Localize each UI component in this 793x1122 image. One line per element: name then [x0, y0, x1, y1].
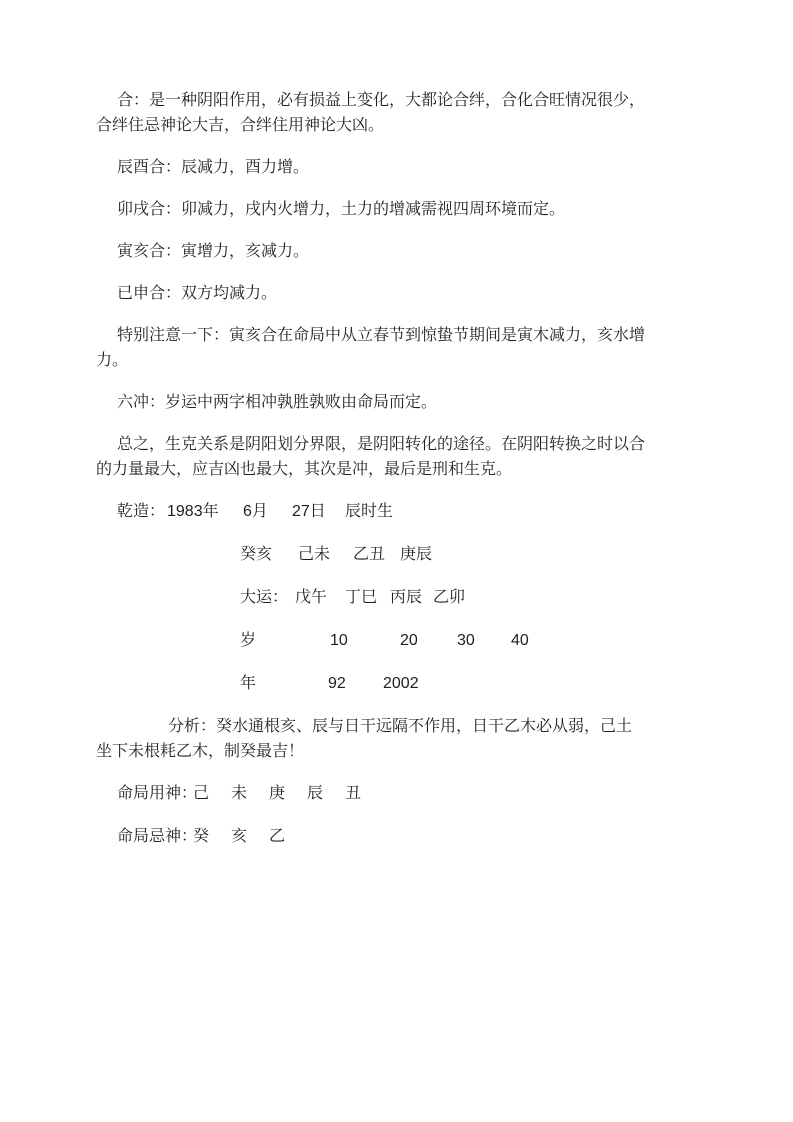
- paragraph-line: 合绊住忌神论大吉，合绊住用神论大凶。: [96, 117, 385, 134]
- paragraph-line: 分析：癸水通根亥、辰与日干远隔不作用，日干乙木必从弱，己土: [168, 718, 633, 735]
- year-value: 2002: [383, 675, 419, 692]
- paragraph-line: 寅亥合：寅增力，亥减力。: [117, 243, 310, 260]
- bazi-header-row: [96, 499, 697, 524]
- dayun-item: 乙卯: [433, 589, 466, 606]
- paragraph-line: 卯戌合：卯减力，戌内火增力，土力的增减需视四周环境而定。: [117, 201, 566, 218]
- paragraph-line: 辰酉合：辰减力，酉力增。: [117, 159, 310, 176]
- age-label: 岁: [240, 632, 257, 649]
- yongshen-char: 丑: [345, 785, 362, 802]
- bazi-birth-month: 6月: [243, 503, 268, 520]
- paragraph-sishen-he: [96, 281, 697, 306]
- pillar-day: 乙丑: [353, 546, 386, 563]
- year-value: 92: [328, 675, 346, 692]
- yongshen-char: 庚: [269, 785, 286, 802]
- paragraph-line: 总之，生克关系是阴阳划分界限，是阴阳转化的途径。在阴阳转换之时以合: [117, 436, 646, 453]
- bazi-dayun-row: [96, 585, 697, 610]
- paragraph-liuchong: [96, 390, 697, 415]
- bazi-age-row: [96, 628, 697, 653]
- paragraph-line: 六冲：岁运中两字相冲孰胜孰败由命局而定。: [117, 394, 438, 411]
- bazi-birth-day: 27日: [292, 503, 326, 520]
- bazi-pillars-row: [96, 542, 697, 567]
- paragraph-chenyou-he: [96, 155, 697, 180]
- age-value: 30: [457, 632, 475, 649]
- jishen-char: 亥: [231, 828, 248, 845]
- paragraph-line: 合：是一种阴阳作用，必有损益上变化，大都论合绊，合化合旺情况很少，: [117, 92, 646, 109]
- yongshen-char: 己: [193, 785, 210, 802]
- yongshen-char: 未: [231, 785, 248, 802]
- jishen-row: [96, 824, 697, 849]
- jishen-label: 命局忌神：: [117, 828, 198, 845]
- yongshen-row: [96, 781, 697, 806]
- age-value: 20: [400, 632, 418, 649]
- age-value: 10: [330, 632, 348, 649]
- pillar-hour: 庚辰: [400, 546, 433, 563]
- jishen-char: 乙: [269, 828, 286, 845]
- dayun-item: 戊午: [295, 589, 328, 606]
- bazi-year-row: [96, 671, 697, 696]
- pillar-month: 己未: [298, 546, 331, 563]
- paragraph-line: 特别注意一下：寅亥合在命局中从立春节到惊蛰节期间是寅木减力，亥水增: [117, 327, 646, 344]
- age-value: 40: [511, 632, 529, 649]
- bazi-birth-year: 1983年: [167, 503, 219, 520]
- jishen-char: 癸: [193, 828, 210, 845]
- yongshen-char: 辰: [307, 785, 324, 802]
- bazi-type-label: 乾造：: [117, 503, 166, 520]
- paragraph-line: 的力量最大，应吉凶也最大，其次是冲，最后是刑和生克。: [96, 461, 513, 478]
- paragraph-summary: [96, 432, 697, 482]
- paragraph-line: 已申合：双方均减力。: [117, 285, 278, 302]
- paragraph-he-intro: [96, 88, 697, 138]
- dayun-item: 丙辰: [390, 589, 423, 606]
- paragraph-special-note: [96, 323, 697, 373]
- paragraph-line: 坐下未根耗乙木，制癸最吉！: [96, 743, 305, 760]
- dayun-label: 大运：: [240, 589, 289, 606]
- yongshen-label: 命局用神：: [117, 785, 198, 802]
- dayun-item: 丁巳: [345, 589, 378, 606]
- paragraph-analysis: [96, 714, 697, 764]
- paragraph-yinhai-he: [96, 239, 697, 264]
- year-label: 年: [240, 675, 257, 692]
- page-content: [96, 88, 697, 867]
- paragraph-line: 力。: [96, 352, 129, 369]
- pillar-year: 癸亥: [240, 546, 273, 563]
- paragraph-maoxu-he: [96, 197, 697, 222]
- bazi-birth-hour: 辰时生: [345, 503, 394, 520]
